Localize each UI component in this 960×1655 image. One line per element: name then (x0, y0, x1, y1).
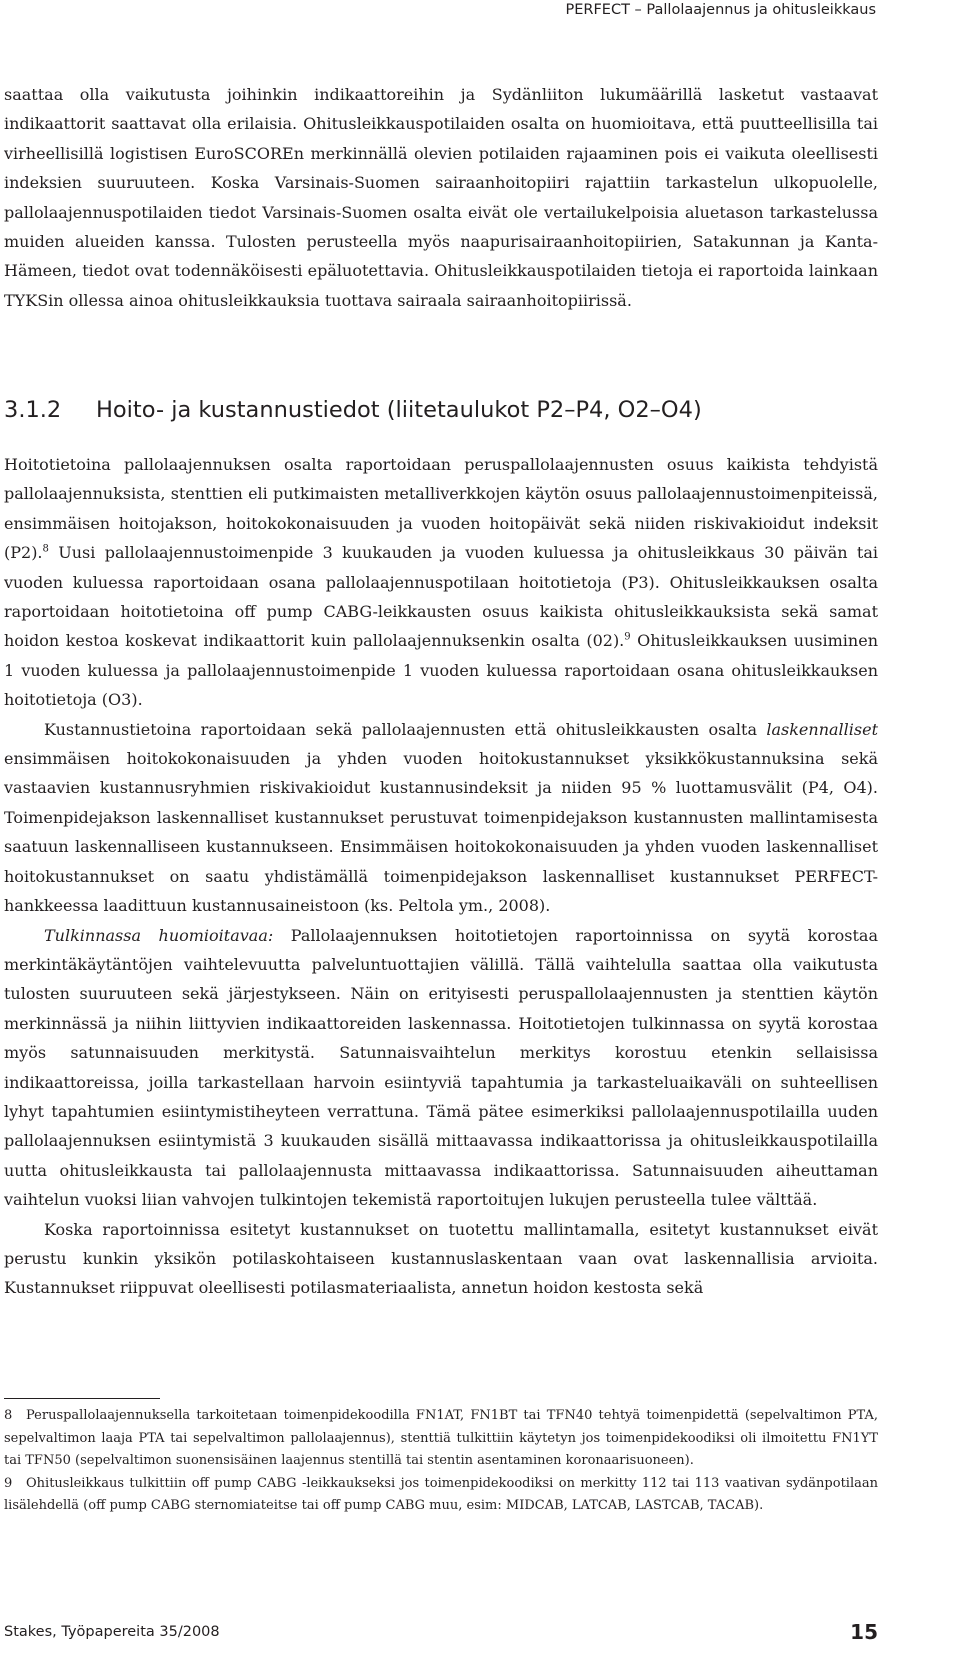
section-heading (4, 397, 702, 423)
paragraph-1 (4, 450, 878, 715)
footnote-number: 8 (4, 1408, 13, 1423)
footnote-text: Ohitusleikkaus tulkittiin off pump CABG -leikkaukseksi jos toimenpidekoodiksi on merkitty 112 tai 113 vaativan sydänpotilaan lisälehdellä (off pump CABG sternomiateitse tai off pump CABG muu, esim: MIDCAB, LATCAB, LASTCAB, TACAB). (4, 1475, 878, 1513)
paragraph-1-part-b: Uusi pallolaajennustoimenpide 3 kuukauden ja vuoden kuluessa ja ohitusleikkaus 30 päivän tai vuoden kuluessa raportoidaan osana pallolaajennuspotilaan hoitotietoja (P3). Ohitusleikkauksen osalta raportoidaan hoitotietoina off pump CABG-leikkausten osuus kaikista ohitusleikkauksista sekä samat hoidon kestoa koskevat indikaattorit kuin pallolaajennuksenkin osalta (02). (4, 543, 878, 651)
intro-paragraph: saattaa olla vaikutusta joihinkin indikaattoreihin ja Sydänliiton lukumäärillä lasketut vastaavat indikaattorit saattavat olla erilaisia. Ohitusleikkauspotilaiden osalta on huomioitava, että puutteellisilla tai virheellisillä logistisen EuroSCOREn merkinnällä olevien potilaiden rajaaminen pois ei vaikuta oleellisesti indeksien suuruuteen. Koska Varsinais-Suomen sairaanhoitopiiri rajattiin tarkastelun ulkopuolelle, pallolaajennuspotilaiden tiedot Varsinais-Suomen osalta eivät ole vertailukelpoisia aluetason tarkastelussa muiden alueiden kanssa. Tulosten perusteella myös naapurisairaanhoitopiirien, Satakunnan ja Kanta-Hämeen, tiedot ovat todennäköisesti epäluotettavia. Ohitusleikkauspotilaiden tietoja ei raportoida lainkaan TYKSin ollessa ainoa ohitusleikkauksia tuottava sairaala sairaanhoitopiirissä. (4, 85, 878, 310)
paragraph-4: Koska raportoinnissa esitetyt kustannukset on tuotettu mallintamalla, esitetyt kustannukset eivät perustu kunkin yksikön potilaskohtaiseen kustannuslaskentaan vaan ovat laskennallisia arvioita. Kustannukset riippuvat oleellisesti potilasmateriaalista, annetun hoidon kestosta sekä (4, 1219, 878, 1298)
paragraph-1-part-c: Ohitusleikkauksen uusiminen 1 vuoden kuluessa ja pallolaajennustoimenpide 1 vuoden kuluessa raportoidaan osana ohitusleikkauksen hoitotietoja (O3). (4, 631, 879, 710)
running-head: PERFECT – Pallolaajennus ja ohitusleikkaus (565, 2, 876, 18)
paragraph-1-part-a: Hoitotietoina pallolaajennuksen osalta raportoidaan peruspallolaajennusten osuus kaikista tehdyistä pallolaajennuksista, stenttien eli putkimaisten metalliverkkojen käytön osuus pallolaajennustoimenpiteissä, ensimmäisen hoitojakson, hoitokokonaisuuden ja vuoden hoitopäivät sekä niiden riskivakioidut indeksit (P2). (4, 455, 878, 563)
section-number: 3.1.2 (4, 397, 62, 423)
footnote-ref-8[interactable]: 8 (42, 543, 49, 555)
paragraph-3-part-b: Pallolaajennuksen hoitotietojen raportoinnissa on syytä korostaa merkintäkäytäntöjen vaihtelevuutta palveluntuottajien välillä. Tällä vaihtelulla saattaa olla vaikutusta tulosten suuruuteen sekä järjestykseen. Näin on erityisesti peruspallolaajennusten ja stenttien käytön merkinnässä ja niihin liittyvien indikaattoreiden laskennassa. Hoitotietojen tulkinnassa on syytä korostaa myös satunnaisuuden merkitystä. Satunnaisvaihtelun merkitys korostuu etenkin sellaisissa indikaattoreissa, joilla tarkastellaan harvoin esiintyviä tapahtumia ja tarkasteluaikaväli on suhteellisen lyhyt tapahtumien esiintymistiheyteen verrattuna. Tämä pätee esimerkiksi pallolaajennuspotilailla uuden pallolaajennuksen esiintymistä 3 kuukauden sisällä mittaavassa indikaattorissa ja ohitusleikkauspotilailla uutta ohitusleikkausta tai pallolaajennusta mittaavassa indikaattorissa. Satunnaisuuden aiheuttaman vaihtelun vuoksi liian vahvojen tulkintojen tekemistä raportoitujen lukujen perusteella tulee välttää. (4, 925, 879, 1210)
paragraph-2-part-b: ensimmäisen hoitokokonaisuuden ja yhden vuoden hoitokustannukset yksikkökustannuksina sekä vastaavien kustannusryhmien riskivakioidut kustannusindeksit ja niiden 95 % luottamusvälit (P4, O4). Toimenpidejakson laskennalliset kustannukset perustuvat toimenpidejakson kustannusten mallintamisesta saatuun laskennalliseen kustannukseen. Ensimmäisen hoitokokonaisuuden ja yhden vuoden laskennalliset hoitokustannukset on saatu yhdistämällä toimenpidejakson laskennalliset kustannukset PERFECT-hankkeessa laadittuun kustannusaineistoon (ks. Peltola ym., 2008). (4, 749, 878, 916)
footnote-ref-9[interactable]: 9 (624, 632, 631, 644)
footnote-9 (4, 1473, 878, 1518)
footnote-text: Peruspallolaajennuksella tarkoitetaan toimenpidekoodilla FN1AT, FN1BT tai TFN40 tehtyä toimenpidettä (sepelvaltimon PTA, sepelvaltimon laaja PTA tai sepelvaltimon pallolaajennus), stenttiä tulkittiin käytetyn jos toimenpidekoodiksi oli ilmoitettu FN1YT tai TFN50 (sepelvaltimon suonensisäinen laajennus stentillä tai stentin asentaminen koronaarisuoneen). (4, 1408, 878, 1468)
page-number: 15 (850, 1620, 878, 1644)
paragraph-3 (4, 921, 878, 1215)
paragraph-2 (4, 715, 878, 921)
footnote-number: 9 (4, 1475, 13, 1491)
footnote-divider (4, 1398, 160, 1399)
section-title: Hoito- ja kustannustiedot (liitetaulukot P2–P4, O2–O4) (96, 397, 702, 423)
section-body (4, 450, 878, 1303)
paragraph-2-part-a: Kustannustietoina raportoidaan sekä pallolaajennusten että ohitusleikkausten osalta (44, 719, 767, 739)
footer-publication: Stakes, Työpapereita 35/2008 (4, 1624, 220, 1640)
paragraph-3-emphasis: Tulkinnassa huomioitavaa: (44, 925, 274, 945)
paragraph-2-emphasis: laskennalliset (766, 719, 878, 739)
footnotes (4, 1405, 878, 1518)
intro-block (4, 80, 878, 315)
footnote-8 (4, 1405, 878, 1473)
